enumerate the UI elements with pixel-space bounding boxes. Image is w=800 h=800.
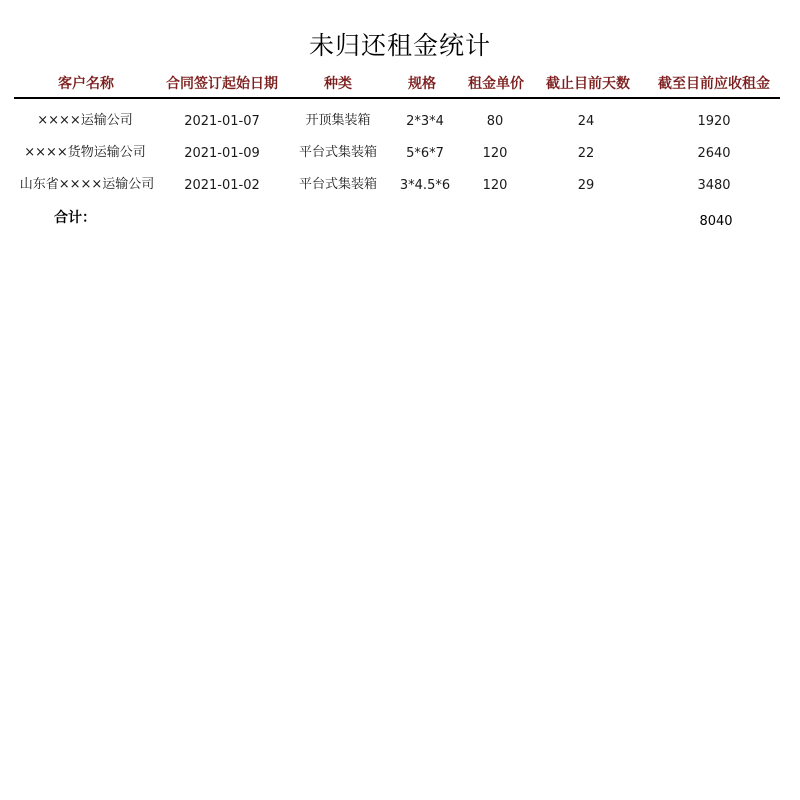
column-header-receivable-rent: 截至目前应收租金 xyxy=(658,76,770,92)
cell-spec: 2*3*4 xyxy=(406,114,444,129)
cell-unit-rent: 120 xyxy=(482,178,508,193)
header-rule xyxy=(14,97,780,99)
cell-customer-name: 山东省××××运输公司 xyxy=(19,177,155,192)
column-header-days-to-date: 截止目前天数 xyxy=(546,76,630,92)
cell-receivable-rent: 2640 xyxy=(697,146,731,161)
cell-type: 平台式集装箱 xyxy=(298,145,377,160)
cell-spec: 5*6*7 xyxy=(406,146,444,161)
cell-days-to-date: 29 xyxy=(577,178,595,193)
cell-unit-rent: 120 xyxy=(482,146,508,161)
cell-contract-start-date: 2021-01-09 xyxy=(184,146,260,161)
column-header-spec: 规格 xyxy=(408,76,436,92)
column-header-unit-rent: 租金单价 xyxy=(468,76,524,92)
column-header-customer-name: 客户名称 xyxy=(58,76,114,92)
cell-unit-rent: 80 xyxy=(486,114,504,129)
cell-type: 开顶集装箱 xyxy=(305,113,371,128)
cell-receivable-rent: 3480 xyxy=(697,178,731,193)
report-title: 未归还租金统计 xyxy=(308,31,491,60)
total-value: 8040 xyxy=(699,214,733,229)
cell-contract-start-date: 2021-01-07 xyxy=(184,114,260,129)
cell-spec: 3*4.5*6 xyxy=(399,178,451,193)
cell-contract-start-date: 2021-01-02 xyxy=(184,178,260,193)
cell-type: 平台式集装箱 xyxy=(298,177,377,192)
cell-customer-name: ××××运输公司 xyxy=(37,113,133,128)
cell-customer-name: ××××货物运输公司 xyxy=(24,145,146,160)
cell-days-to-date: 24 xyxy=(577,114,595,129)
cell-days-to-date: 22 xyxy=(577,146,595,161)
total-label: 合计： xyxy=(54,210,96,226)
column-header-contract-start-date: 合同签订起始日期 xyxy=(166,76,278,92)
column-header-type: 种类 xyxy=(324,76,352,92)
cell-receivable-rent: 1920 xyxy=(697,114,731,129)
